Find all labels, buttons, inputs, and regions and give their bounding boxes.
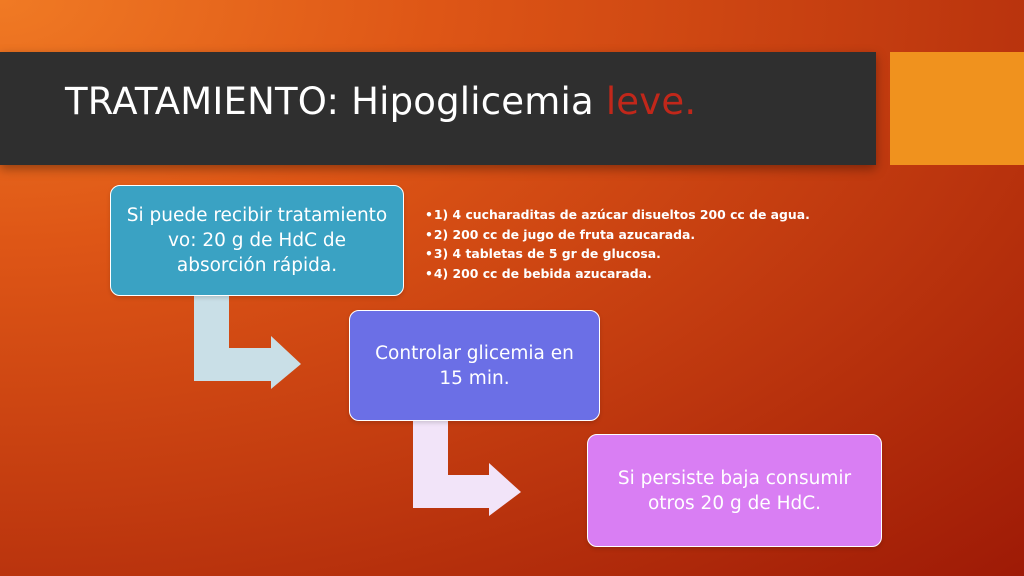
- flow-step-1: [110, 185, 404, 296]
- bent-arrow-2: [411, 416, 525, 518]
- flow-step-2: [349, 310, 600, 421]
- slide-title: [65, 80, 696, 123]
- option-item-3: • 3) 4 tabletas de 5 gr de glucosa.: [425, 244, 810, 264]
- accent-square: [890, 52, 1024, 165]
- option-item-2: • 2) 200 cc de jugo de fruta azucarada.: [425, 225, 810, 245]
- options-list: [425, 205, 810, 283]
- title-main: TRATAMIENTO: Hipoglicemia: [65, 80, 606, 123]
- option-item-1: • 1) 4 cucharaditas de azúcar disueltos 200 cc de agua.: [425, 205, 810, 225]
- bent-arrow-1: [193, 290, 305, 390]
- title-accent-word: leve.: [605, 80, 697, 123]
- option-item-4: • 4) 200 cc de bebida azucarada.: [425, 264, 810, 284]
- flow-step-1-text: Si puede recibir tratamiento vo: 20 g de HdC de absorción rápida.: [126, 205, 388, 276]
- flow-step-2-text: Controlar glicemia en 15 min.: [375, 342, 574, 389]
- flow-step-3: [587, 434, 882, 547]
- flow-step-3-text: Si persiste baja consumir otros 20 g de HdC.: [617, 467, 852, 514]
